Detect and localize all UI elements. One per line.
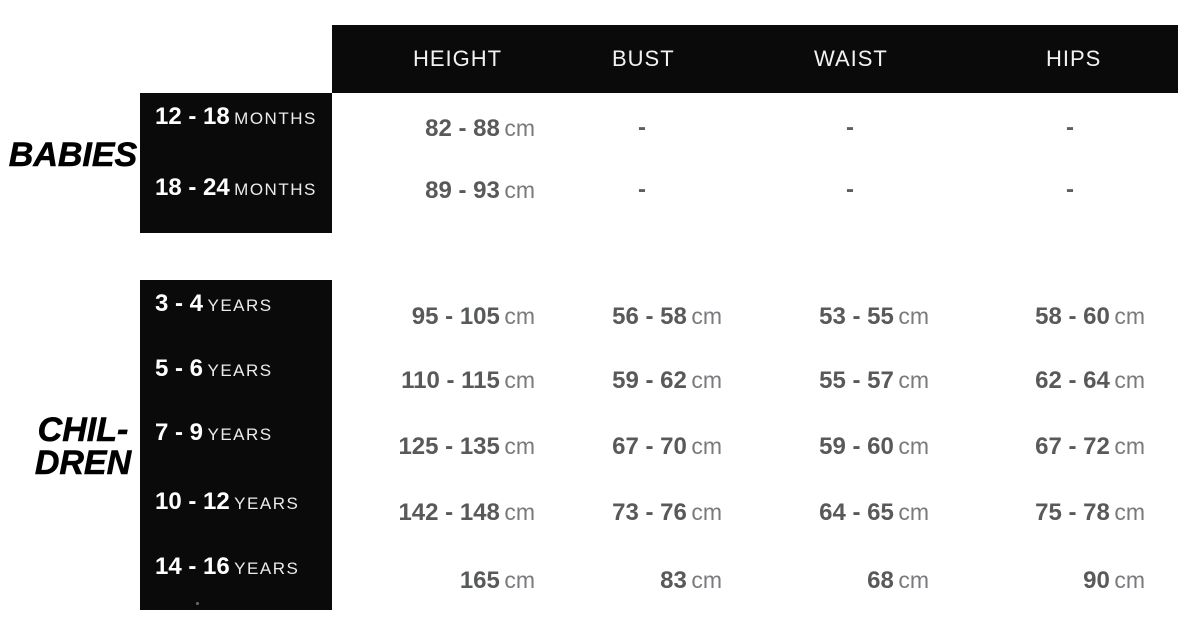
age-unit: YEARS — [207, 296, 273, 315]
value: 95 - 105 — [411, 303, 500, 330]
column-header-waist: WAIST — [814, 46, 888, 71]
cell-height — [350, 113, 535, 143]
value: 56 - 58 — [612, 303, 687, 330]
cell-height — [350, 175, 535, 205]
age-range: 3 - 4 — [155, 290, 204, 317]
stray-dot — [196, 602, 199, 605]
cell-hips — [998, 431, 1145, 461]
unit: cm — [504, 433, 535, 459]
unit: cm — [898, 433, 929, 459]
unit: cm — [691, 433, 722, 459]
unit: cm — [1114, 499, 1145, 525]
value: 62 - 64 — [1035, 367, 1110, 394]
unit: cm — [898, 303, 929, 329]
unit: cm — [691, 303, 722, 329]
value: 67 - 72 — [1035, 433, 1110, 460]
value: 83 — [660, 567, 687, 594]
cell-height — [350, 497, 535, 527]
age-unit: YEARS — [207, 361, 273, 380]
cell-bust — [575, 301, 722, 331]
cell-height — [350, 565, 535, 595]
value: 75 - 78 — [1035, 499, 1110, 526]
group-label-children-line1: CHIL- — [37, 411, 129, 449]
cell-height — [350, 301, 535, 331]
unit: cm — [1114, 433, 1145, 459]
value: 58 - 60 — [1035, 303, 1110, 330]
value: 53 - 55 — [819, 303, 894, 330]
unit: cm — [1114, 303, 1145, 329]
age-unit: YEARS — [234, 559, 300, 578]
value: 67 - 70 — [612, 433, 687, 460]
unit: cm — [504, 177, 535, 203]
table-row — [0, 365, 1200, 395]
cell-height — [350, 365, 535, 395]
cell-hips-empty: - — [1066, 114, 1074, 141]
value: 64 - 65 — [819, 499, 894, 526]
unit: cm — [504, 303, 535, 329]
table-row — [0, 301, 1200, 331]
value: 82 - 88 — [425, 115, 500, 142]
unit: cm — [504, 115, 535, 141]
value: 59 - 62 — [612, 367, 687, 394]
unit: cm — [504, 367, 535, 393]
age-unit: MONTHS — [234, 109, 317, 128]
cell-height — [350, 431, 535, 461]
cell-bust — [575, 565, 722, 595]
unit: cm — [898, 499, 929, 525]
cell-hips — [998, 565, 1145, 595]
unit: cm — [504, 567, 535, 593]
value: 142 - 148 — [398, 499, 500, 526]
value: 68 — [867, 567, 894, 594]
value: 73 - 76 — [612, 499, 687, 526]
table-row — [0, 565, 1200, 595]
column-header-height: HEIGHT — [413, 46, 503, 71]
cell-bust — [575, 497, 722, 527]
unit: cm — [1114, 567, 1145, 593]
cell-waist — [780, 365, 929, 395]
group-label-babies-text: BABIES — [8, 136, 138, 174]
column-header-hips: HIPS — [1046, 46, 1102, 71]
cell-waist — [780, 497, 929, 527]
table-row — [0, 497, 1200, 527]
age-range: 7 - 9 — [155, 419, 204, 446]
age-unit: YEARS — [234, 494, 300, 513]
value: 90 — [1083, 567, 1110, 594]
cell-waist — [780, 431, 929, 461]
cell-waist-empty: - — [846, 114, 854, 141]
age-range: 12 - 18 — [155, 103, 230, 130]
cell-hips-empty: - — [1066, 176, 1074, 203]
cell-waist-empty: - — [846, 176, 854, 203]
unit: cm — [691, 367, 722, 393]
value: 89 - 93 — [425, 177, 500, 204]
age-range: 10 - 12 — [155, 488, 230, 515]
age-unit: MONTHS — [234, 180, 317, 199]
column-header-bust: BUST — [612, 46, 675, 71]
unit: cm — [691, 499, 722, 525]
value: 59 - 60 — [819, 433, 894, 460]
age-range: 14 - 16 — [155, 553, 230, 580]
value: 55 - 57 — [819, 367, 894, 394]
cell-hips — [998, 301, 1145, 331]
cell-bust-empty: - — [638, 114, 646, 141]
table-row — [0, 431, 1200, 461]
cell-hips — [998, 497, 1145, 527]
table-row — [0, 113, 1200, 143]
unit: cm — [504, 499, 535, 525]
value: 165 — [459, 567, 500, 594]
cell-waist — [780, 301, 929, 331]
table-header — [332, 25, 1178, 93]
table-row — [0, 175, 1200, 205]
age-unit: YEARS — [207, 425, 273, 444]
value: 125 - 135 — [398, 433, 500, 460]
age-range: 5 - 6 — [155, 355, 204, 382]
group-label-babies — [0, 138, 146, 172]
cell-bust — [575, 365, 722, 395]
cell-waist — [780, 565, 929, 595]
cell-bust-empty: - — [638, 176, 646, 203]
cell-bust — [575, 431, 722, 461]
group-label-children-line2: DREN — [34, 444, 132, 482]
age-range: 18 - 24 — [155, 174, 230, 201]
unit: cm — [898, 567, 929, 593]
unit: cm — [898, 367, 929, 393]
unit: cm — [691, 567, 722, 593]
value: 110 - 115 — [401, 367, 500, 394]
unit: cm — [1114, 367, 1145, 393]
cell-hips — [998, 365, 1145, 395]
